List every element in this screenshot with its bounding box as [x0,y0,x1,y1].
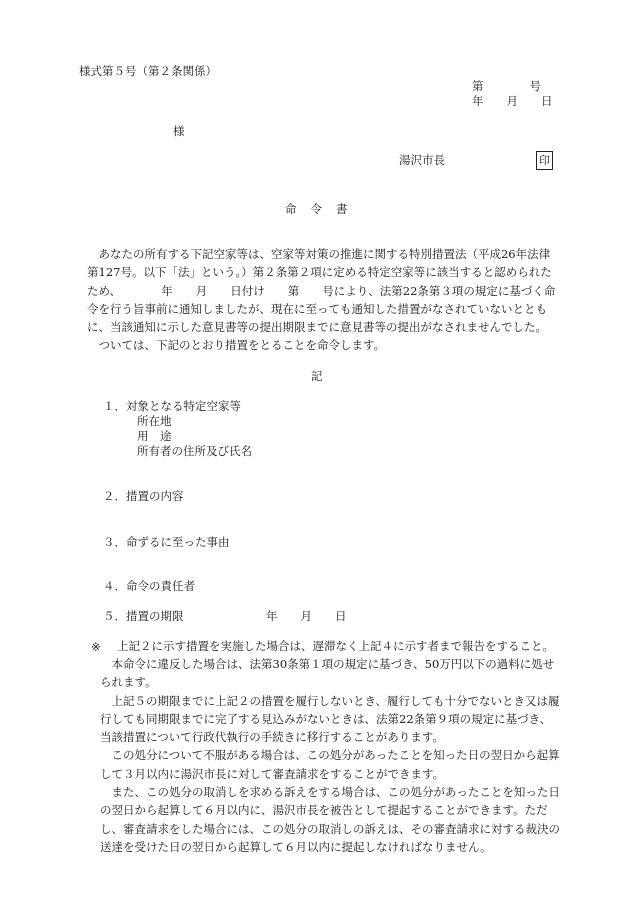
notes-section [117,637,563,655]
item-1-usage: 用 途 [137,429,172,443]
note-paragraph: また、この処分の取消しを求める訴えをする場合は、この処分があったことを知った日の翌日から起算して６月以内に、湯沢市長を被告として提起することができます。ただし、審査請求をした場合には、この処分の取消しの訴えは、その審査請求に対する裁決の送達を受けた日の翌日から起算して６月以内に提起しなければなりません。 [100,785,560,854]
note-mark: ※ [91,640,101,654]
document-number: 第 号 [472,79,541,93]
notes-body [100,655,562,856]
issuer-name: 湯沢市長 [399,153,445,167]
item-1-heading: １．対象となる特定空家等 [103,399,241,413]
item-1-owner: 所有者の住所及び氏名 [137,444,252,458]
body-paragraph: ついては、下記のとおり措置をとることを命令します。 [98,338,386,353]
item-5-heading: ５．措置の期限 [103,609,184,623]
item-4-heading: ４．命令の責任者 [103,579,195,593]
item-3-heading: ３．命ずるに至った事由 [103,535,230,549]
note-paragraph: 本命令に違反した場合は、法第30条第１項の規定に基づき、50万円以下の過料に処せられます。 [100,657,555,690]
document-date: 年 月 日 [472,94,553,108]
item-2-heading: ２．措置の内容 [103,489,184,503]
seal-icon: 印 [536,151,553,170]
body-text [87,245,557,355]
note-paragraph: 上記５の期限までに上記２の措置を履行しないとき、履行しても十分でないとき又は履行しても同期限までに完了する見込みがないときは、法第22条第９項の規定に基づき、当該措置について行政代執行の手続きに移行することがあります。 [100,693,560,745]
note-paragraph: この処分について不服がある場合は、この処分があったことを知った日の翌日から起算して３月以内に湯沢市長に対して審査請求をすることができます。 [100,748,560,781]
document-title: 命令書 [285,202,362,216]
form-label: 様式第５号（第２条関係） [79,64,217,78]
item-1-location: 所在地 [137,414,172,428]
ki-heading: 記 [311,369,323,383]
recipient-honorific: 様 [173,124,185,138]
item-5-date: 年 月 日 [266,609,347,623]
note-first: 上記２に示す措置を実施した場合は、遅滞なく上記４に示す者まで報告をすること。 [117,639,554,653]
body-paragraph: あなたの所有する下記空家等は、空家等対策の推進に関する特別措置法（平成26年法律第127号。以下「法」という。）第２条第２項に定める特定空家等に該当すると認められたため、 年 月 日付け 第 号により、法第22条第３項の規定に基づく命令を行う旨事前に通知しましたが、現在に至っても通知した措置がなされていないとともに、当該通知に示した意見書等の提出期限までに意見書等の提出がなされませんでした。 [87,247,556,335]
